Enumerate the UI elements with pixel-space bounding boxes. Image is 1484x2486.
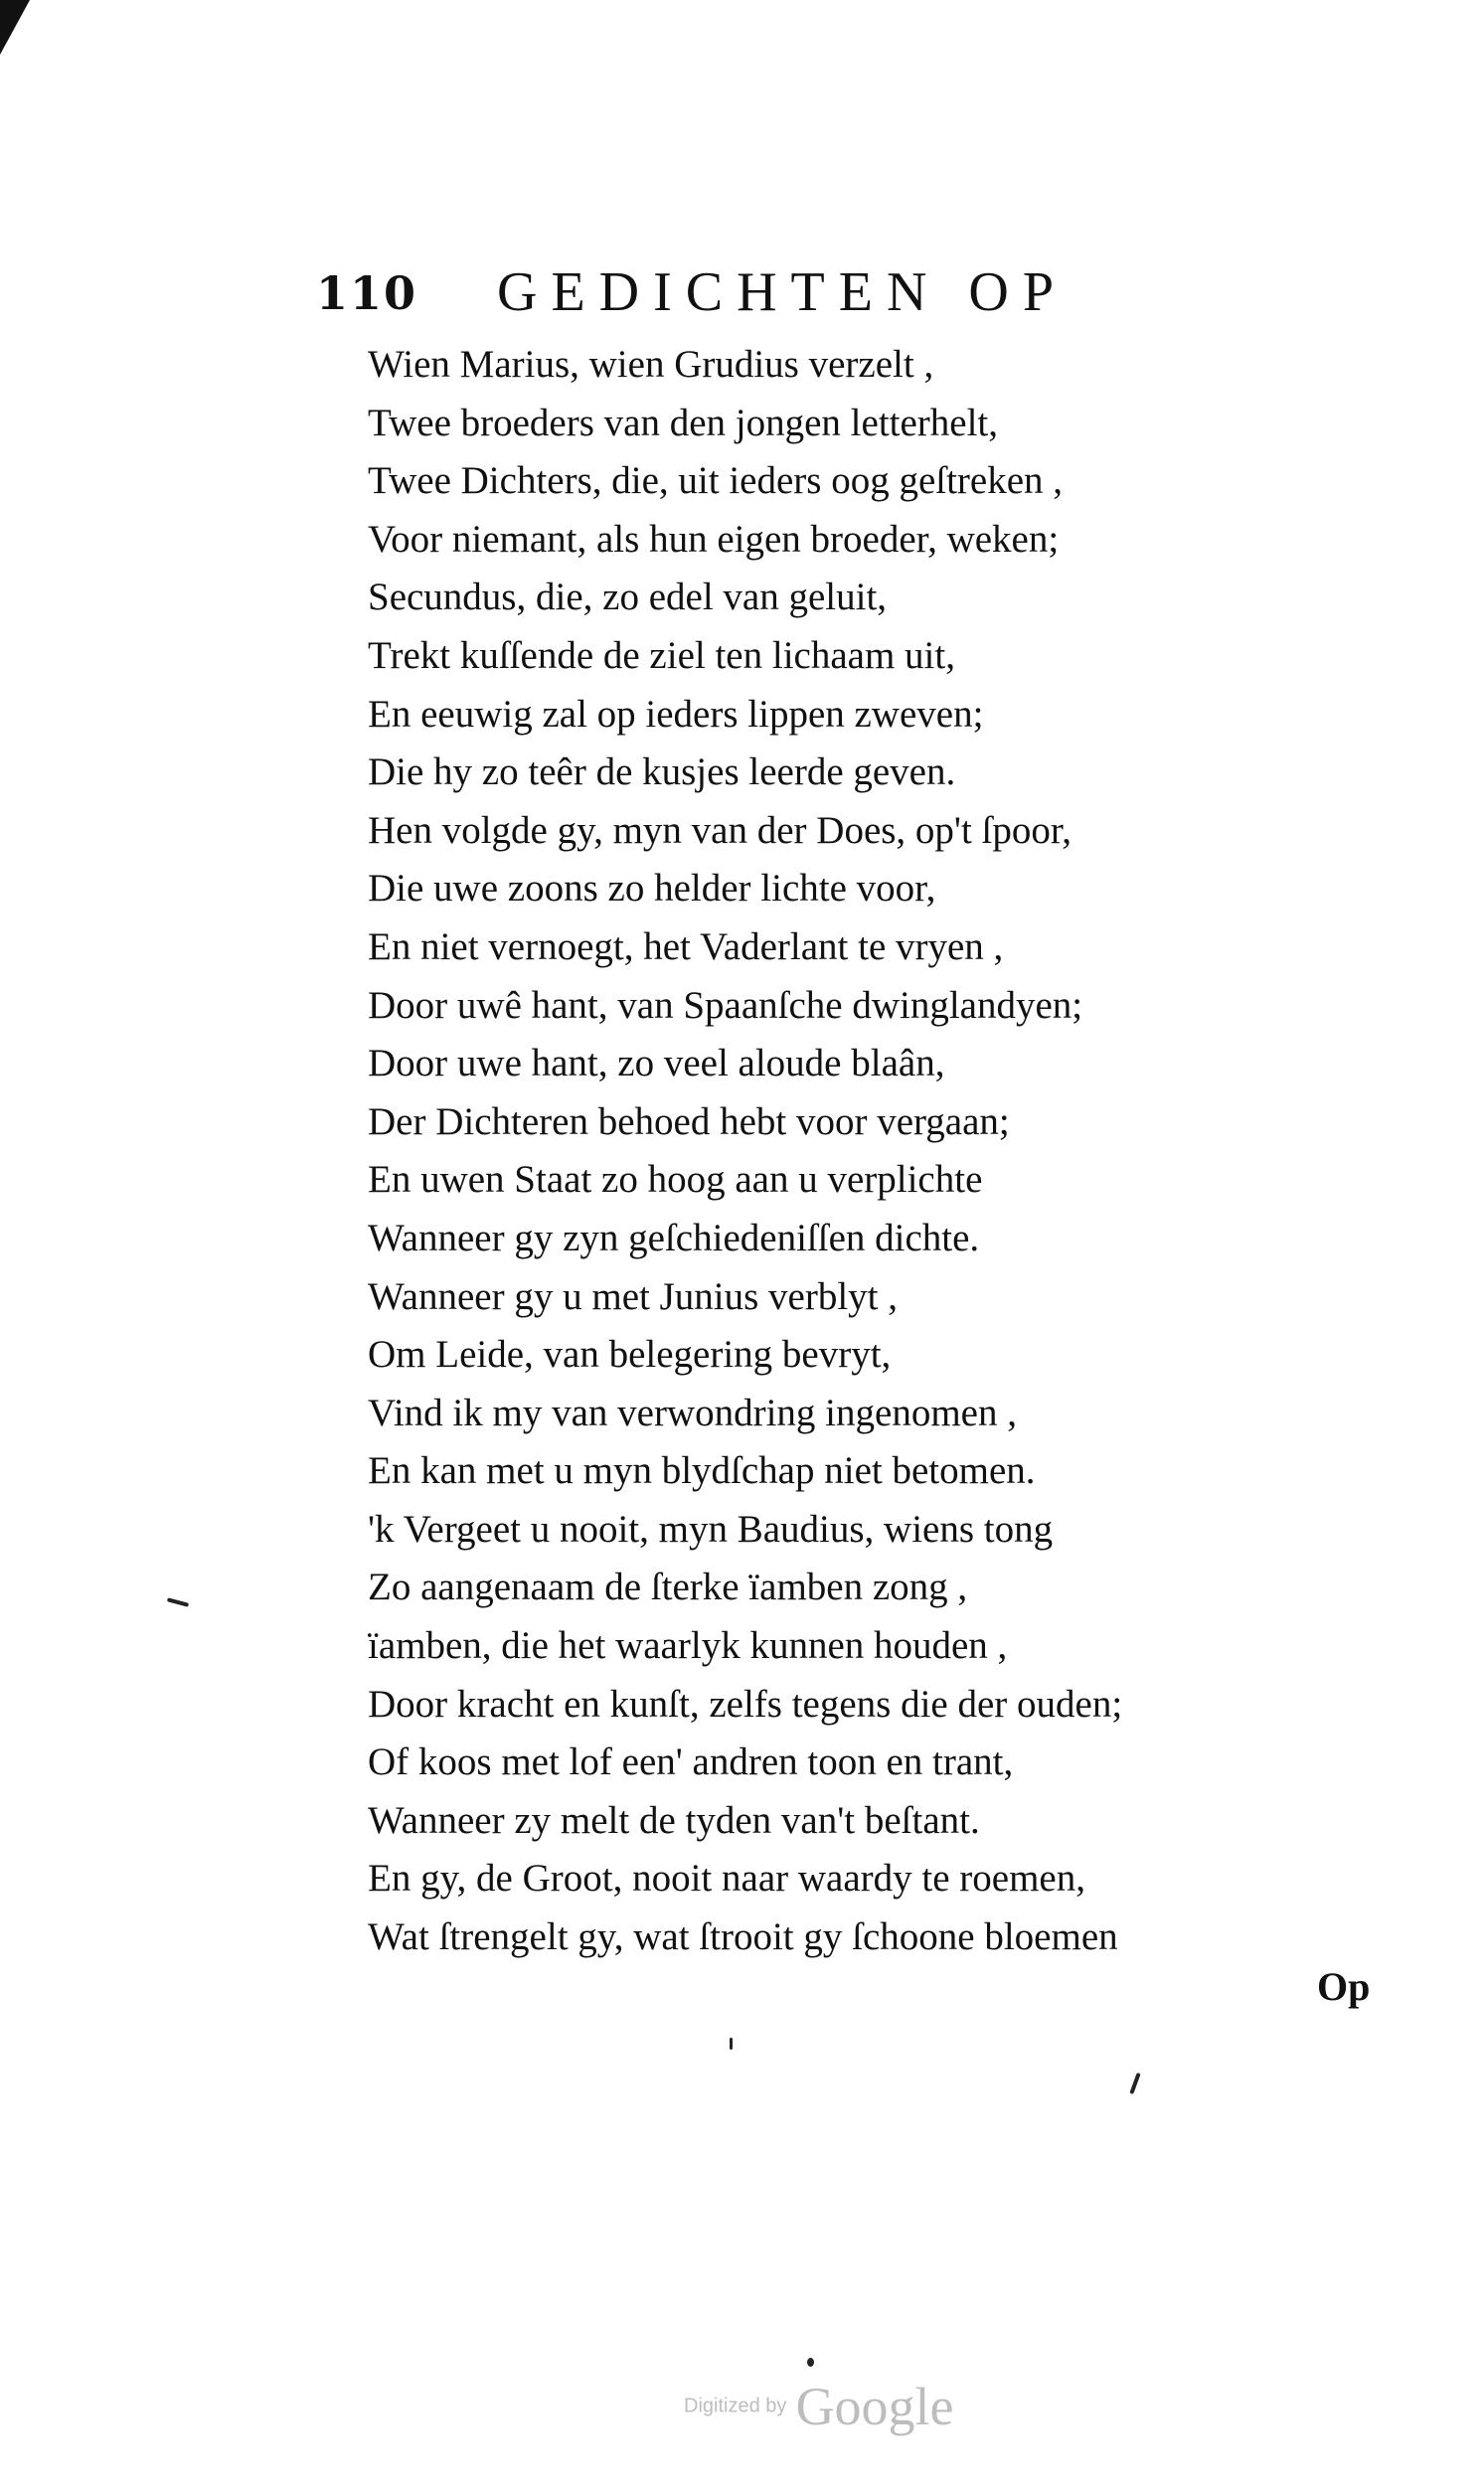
page-corner-mark bbox=[0, 0, 40, 60]
watermark-prefix: Digitized by bbox=[684, 2395, 787, 2417]
poem-line: En eeuwig zal op ieders lippen zweven; bbox=[368, 692, 984, 736]
poem-line: Secundus, die, zo edel van geluit, bbox=[368, 576, 888, 619]
poem-line: ïamben, die het waarlyk kunnen houden , bbox=[368, 1624, 1008, 1668]
poem-line: Wanneer gy u met Junius verblyt , bbox=[368, 1274, 898, 1318]
poem-line: En gy, de Groot, nooit naar waardy te roemen, bbox=[368, 1857, 1085, 1901]
running-head: GEDICHTEN OP bbox=[497, 261, 1068, 323]
poem-line: Twee Dichters, die, uit ieders oog geſtreken , bbox=[368, 459, 1064, 503]
poem-line: Twee broeders van den jongen letterhelt, bbox=[368, 401, 999, 444]
poem-line: Voor niemant, als hun eigen broeder, weken; bbox=[368, 517, 1060, 561]
poem-line: Wanneer zy melt de tyden van't beſtant. bbox=[368, 1798, 980, 1842]
poem-line: Of koos met lof een' andren toon en trant, bbox=[368, 1740, 1014, 1784]
poem-line: Vind ik my van verwondring ingenomen , bbox=[368, 1391, 1017, 1434]
scan-speck bbox=[730, 2038, 733, 2050]
scan-speck bbox=[1129, 2072, 1140, 2094]
poem-line: Door kracht en kunſt, zelfs tegens die der ouden; bbox=[368, 1682, 1123, 1726]
poem-line: Die uwe zoons zo helder lichte voor, bbox=[368, 867, 936, 911]
poem-text bbox=[368, 336, 1362, 1967]
catchword: Op bbox=[1317, 1964, 1371, 2009]
poem-line: Wien Marius, wien Grudius verzelt , bbox=[368, 343, 934, 386]
poem-line: En kan met u myn blydſchap niet betomen. bbox=[368, 1449, 1036, 1493]
scan-speck bbox=[807, 2358, 814, 2367]
poem-line: En niet vernoegt, het Vaderlant te vryen , bbox=[368, 924, 1004, 968]
poem-line: Hen volgde gy, myn van der Does, op't ſpoor, bbox=[368, 808, 1072, 852]
page-number: 110 bbox=[316, 266, 418, 320]
poem-line: Zo aangenaam de ſterke ïamben zong , bbox=[368, 1566, 968, 1609]
poem-line: Wanneer gy zyn geſchiedeniſſen dichte. bbox=[368, 1216, 980, 1259]
scan-speck bbox=[167, 1597, 189, 1607]
poem-line: Door uwe hant, zo veel aloude blaân, bbox=[368, 1042, 945, 1085]
poem-line: Wat ſtrengelt gy, wat ſtrooit gy ſchoone bloemen bbox=[368, 1915, 1118, 1959]
poem-line: Trekt kuſſende de ziel ten lichaam uit, bbox=[368, 633, 955, 677]
poem-line: Die hy zo teêr de kusjes leerde geven. bbox=[368, 750, 956, 794]
poem-line: En uwen Staat zo hoog aan u verplichte bbox=[368, 1158, 983, 1202]
digitization-watermark bbox=[684, 2376, 953, 2437]
poem-line: Der Dichteren behoed hebt voor vergaan; bbox=[368, 1099, 1010, 1143]
poem-line: 'k Vergeet u nooit, myn Baudius, wiens tong bbox=[368, 1507, 1054, 1551]
poem-line: Door uwê hant, van Spaanſche dwinglandyen; bbox=[368, 983, 1083, 1027]
poem-line: Om Leide, van belegering bevryt, bbox=[368, 1333, 892, 1377]
watermark-brand: Google bbox=[795, 2377, 954, 2436]
